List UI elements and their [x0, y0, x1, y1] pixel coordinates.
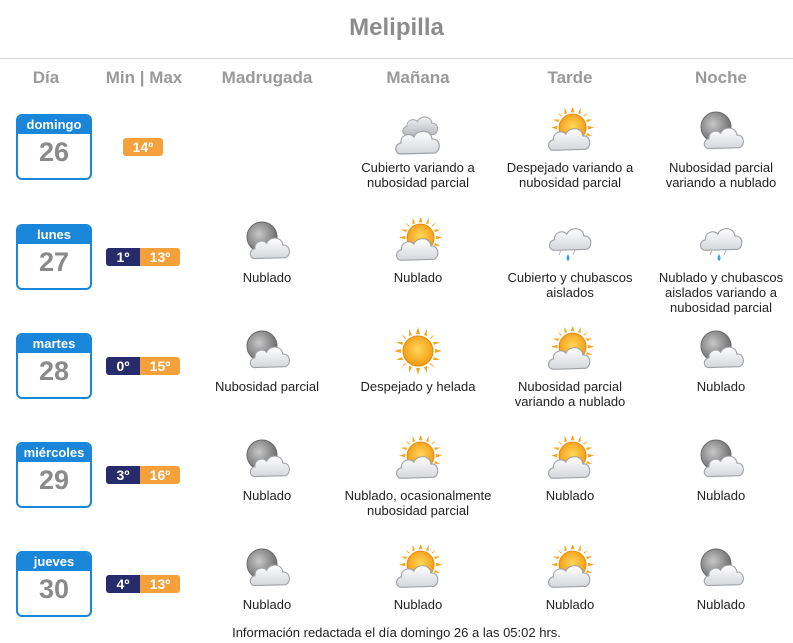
footer-info: Información redactada el día domingo 26 a las 05:02 hrs.	[232, 625, 561, 640]
max-temperature: 13º	[140, 248, 180, 266]
sun-cloud-icon	[543, 545, 597, 593]
temperature-range	[106, 357, 180, 375]
max-temperature: 16º	[140, 466, 180, 484]
forecast-description: Despejado y helada	[360, 379, 476, 394]
sun-cloud-icon	[543, 108, 597, 156]
title-divider	[0, 58, 793, 59]
date-number: 27	[38, 247, 70, 277]
forecast-tarde	[495, 436, 645, 503]
forecast-description: Nublado	[696, 597, 746, 612]
forecast-description: Nublado	[242, 488, 292, 503]
forecast-tarde	[495, 108, 645, 190]
sun-cloud-icon	[391, 436, 445, 484]
rain-cloud-icon	[694, 218, 748, 266]
max-temperature: 15º	[140, 357, 180, 375]
forecast-description: Nublado	[393, 270, 443, 285]
sun-cloud-icon	[543, 436, 597, 484]
day-calendar-badge	[16, 224, 92, 290]
weekday-label: jueves	[18, 553, 90, 571]
header-tarde: Tarde	[547, 68, 593, 87]
weekday-label: martes	[18, 335, 90, 353]
max-temperature: 14º	[123, 138, 163, 156]
forecast-noche	[646, 218, 793, 315]
moon-cloud-icon	[240, 436, 294, 484]
day-calendar-badge	[16, 114, 92, 180]
temperature-range	[106, 138, 163, 156]
moon-cloud-icon	[694, 436, 748, 484]
min-temperature: 3º	[106, 466, 140, 484]
forecast-description: Nublado y chubascos aislados variando a nubosidad parcial	[658, 270, 784, 315]
forecast-description: Nublado	[545, 488, 595, 503]
forecast-description: Cubierto y chubascos aislados	[507, 270, 633, 300]
temperature-range	[106, 575, 180, 593]
header-dia: Día	[32, 68, 60, 87]
forecast-madrugada	[192, 327, 342, 394]
min-temperature: 1º	[106, 248, 140, 266]
forecast-description: Nubosidad parcial variando a nublado	[665, 160, 777, 190]
sun-icon	[391, 327, 445, 375]
forecast-manana	[343, 327, 493, 394]
header-noche: Noche	[695, 68, 747, 87]
moon-cloud-icon	[694, 327, 748, 375]
weekday-label: lunes	[18, 226, 90, 244]
forecast-manana	[343, 218, 493, 285]
forecast-noche	[646, 327, 793, 394]
moon-cloud-icon	[694, 108, 748, 156]
date-number: 30	[38, 574, 70, 604]
forecast-description: Despejado variando a nubosidad parcial	[506, 160, 634, 190]
forecast-description: Nublado	[242, 597, 292, 612]
forecast-noche	[646, 545, 793, 612]
date-number: 26	[38, 137, 70, 167]
forecast-description: Nublado	[696, 488, 746, 503]
min-temperature: 0º	[106, 357, 140, 375]
sun-cloud-icon	[391, 545, 445, 593]
day-calendar-badge	[16, 551, 92, 617]
sun-cloud-icon	[543, 327, 597, 375]
forecast-manana	[343, 545, 493, 612]
header-minmax: Min | Max	[105, 68, 183, 87]
weekday-label: miércoles	[18, 444, 90, 462]
forecast-tarde	[495, 327, 645, 409]
header-manana: Mañana	[386, 68, 450, 87]
cloudy-icon	[391, 108, 445, 156]
forecast-tarde	[495, 545, 645, 612]
temperature-range	[106, 248, 180, 266]
forecast-description: Nublado	[242, 270, 292, 285]
forecast-madrugada	[192, 218, 342, 285]
forecast-description: Nublado	[696, 379, 746, 394]
max-temperature: 13º	[140, 575, 180, 593]
forecast-madrugada	[192, 545, 342, 612]
forecast-manana	[343, 108, 493, 190]
forecast-description: Nubosidad parcial	[214, 379, 320, 394]
moon-cloud-icon	[240, 545, 294, 593]
moon-cloud-icon	[694, 545, 748, 593]
page-title: Melipilla	[349, 14, 444, 41]
moon-cloud-icon	[240, 218, 294, 266]
forecast-noche	[646, 108, 793, 190]
forecast-tarde	[495, 218, 645, 300]
weekday-label: domingo	[18, 116, 90, 134]
forecast-description: Nublado	[393, 597, 443, 612]
date-number: 29	[38, 465, 70, 495]
header-madrugada: Madrugada	[221, 68, 313, 87]
moon-cloud-icon	[240, 327, 294, 375]
forecast-description: Nublado, ocasionalmente nubosidad parcial	[344, 488, 492, 518]
rain-cloud-icon	[543, 218, 597, 266]
min-temperature: 4º	[106, 575, 140, 593]
forecast-manana	[343, 436, 493, 518]
forecast-madrugada	[192, 436, 342, 503]
forecast-noche	[646, 436, 793, 503]
temperature-range	[106, 466, 180, 484]
forecast-description: Nublado	[545, 597, 595, 612]
sun-cloud-icon	[391, 218, 445, 266]
forecast-description: Cubierto variando a nubosidad parcial	[361, 160, 475, 190]
day-calendar-badge	[16, 333, 92, 399]
day-calendar-badge	[16, 442, 92, 508]
date-number: 28	[38, 356, 70, 386]
forecast-description: Nubosidad parcial variando a nublado	[514, 379, 626, 409]
